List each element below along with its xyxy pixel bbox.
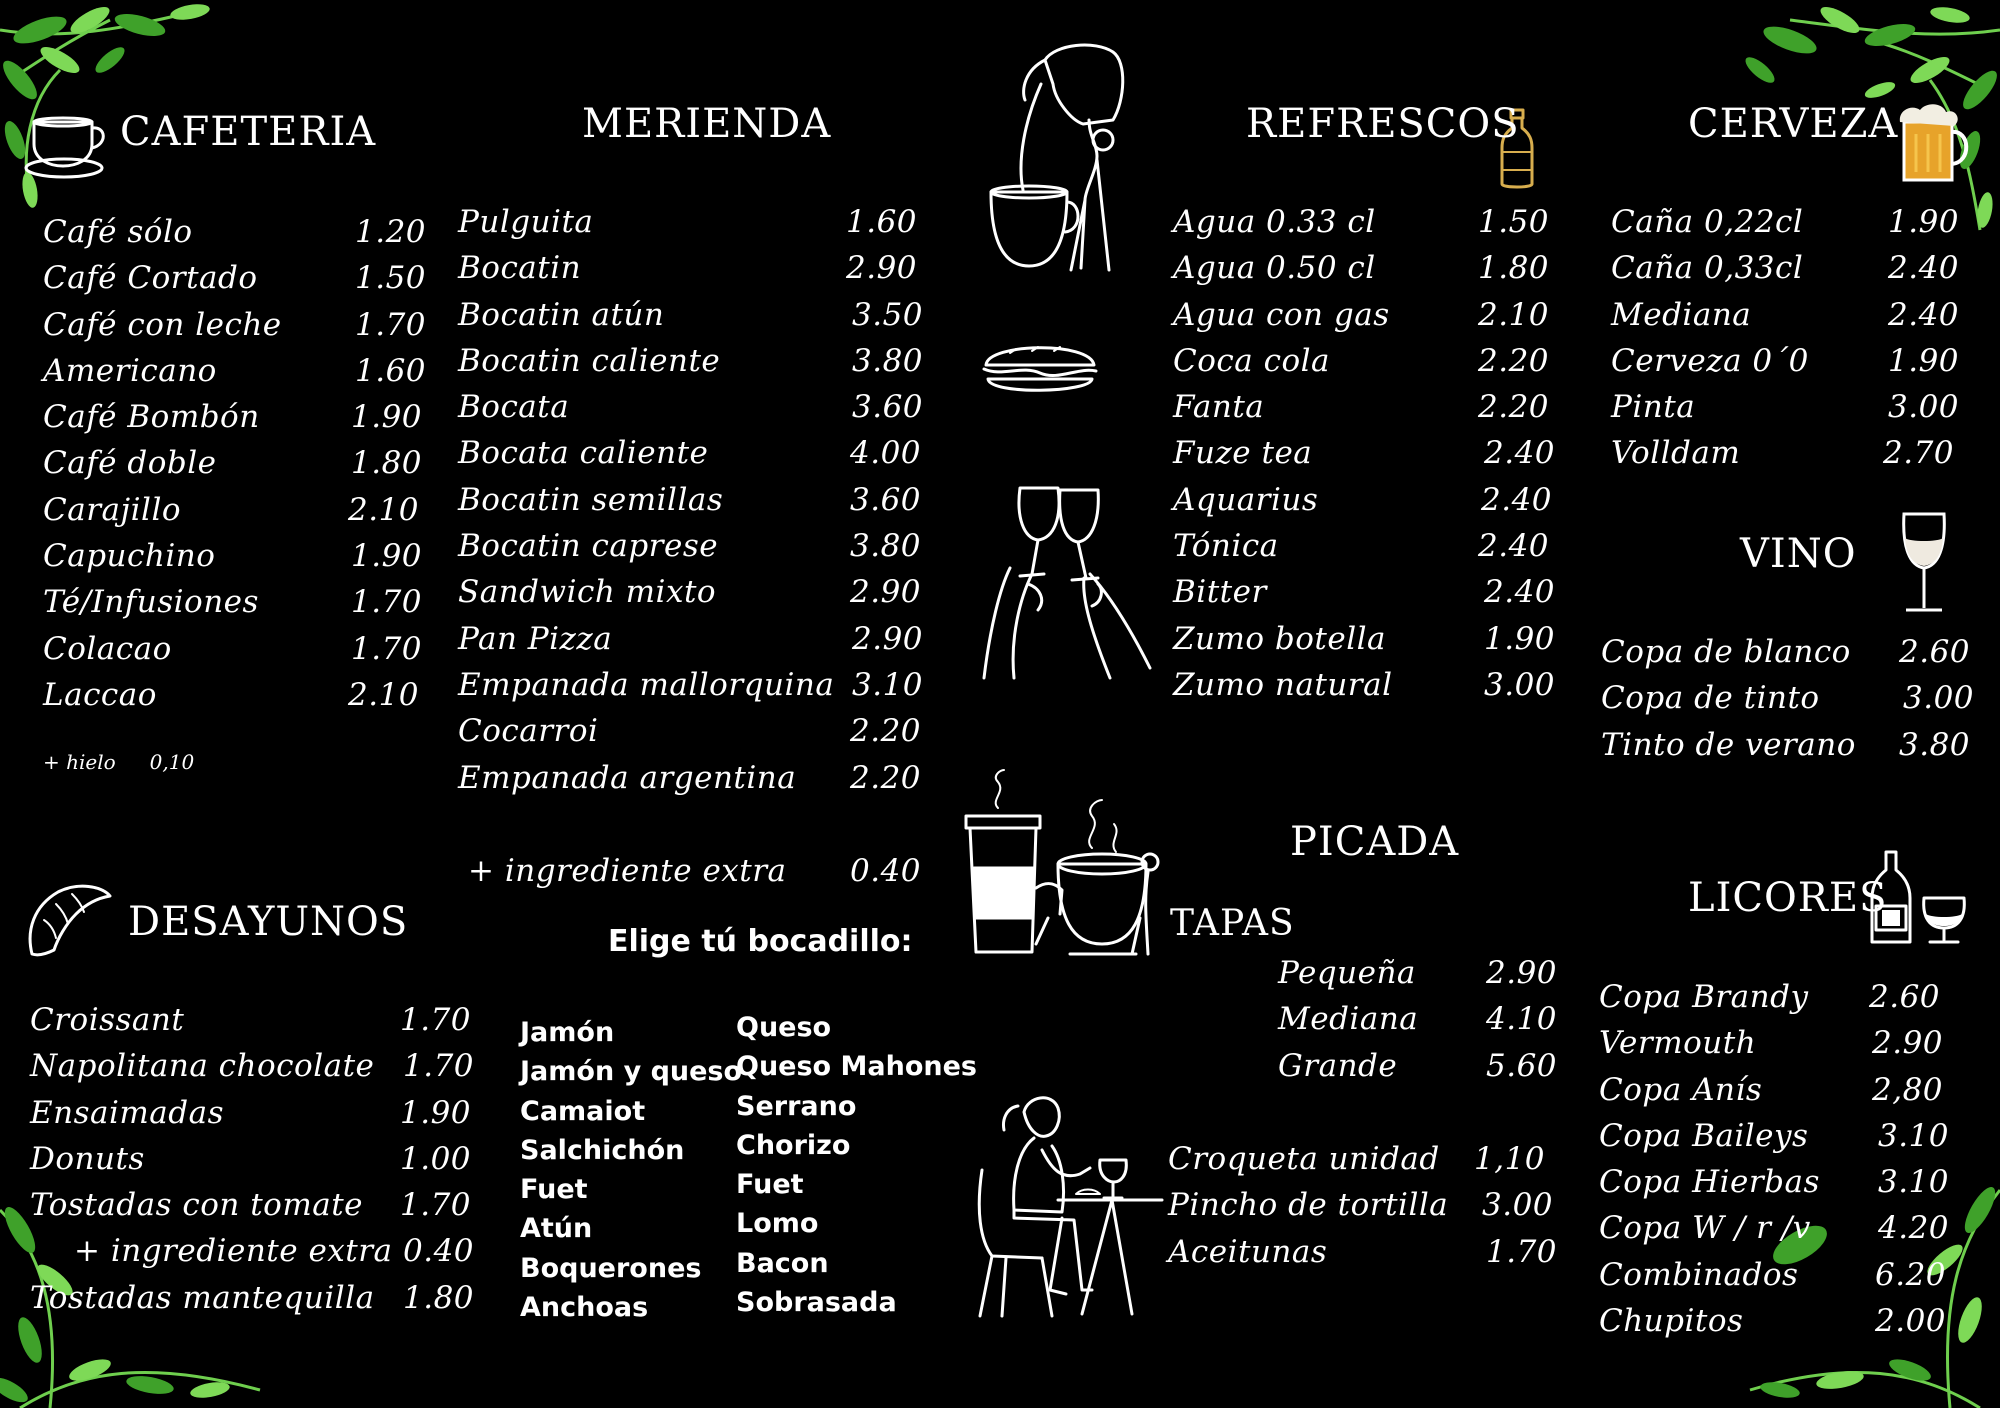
list-item: Bocatin caliente 3.80 [458, 342, 924, 379]
pouring-pitcher-icon [985, 40, 1160, 275]
sandwich-icon [982, 335, 1097, 400]
merienda-extra: + ingrediente extra 0.40 [468, 853, 922, 889]
list-item: Copa de tinto 3.00 [1601, 680, 1975, 717]
coffee-cup-icon [24, 110, 110, 180]
woman-dining-icon [962, 1090, 1162, 1320]
list-item: Camaiot [520, 1095, 646, 1127]
list-item: Copa Hierbas 3.10 [1599, 1164, 1950, 1201]
tapas-list [1278, 950, 1578, 1089]
list-item: Café doble 1.80 [43, 445, 423, 482]
list-item: Coca cola 2.20 [1173, 342, 1550, 379]
bottom-border [0, 1408, 2000, 1414]
list-item: Sobrasada [736, 1287, 897, 1319]
list-item: Carajillo 2.10 [43, 491, 420, 528]
list-item: Salchichón [520, 1134, 685, 1166]
desayunos-list [30, 997, 480, 1321]
list-item: Copa W / r /v 4.20 [1599, 1210, 1950, 1247]
list-item: Copa Baileys 3.10 [1599, 1117, 1950, 1154]
list-item: Pinta 3.00 [1611, 389, 1960, 426]
beer-mug-icon [1896, 100, 1976, 184]
list-item: Colacao 1.70 [43, 630, 423, 667]
bocadillo-col1 [520, 1013, 742, 1327]
list-item: Bitter 2.40 [1173, 574, 1556, 611]
wine-glass-icon [1898, 508, 1950, 616]
list-item: Fuet [520, 1174, 588, 1206]
list-item: Sandwich mixto 2.90 [458, 574, 922, 611]
licores-title: LICORES [1688, 875, 1888, 921]
list-item: Fuet [736, 1169, 804, 1201]
list-item: Queso [736, 1012, 832, 1043]
list-item: Croissant 1.70 [30, 1002, 472, 1038]
list-item: Fanta 2.20 [1173, 389, 1550, 426]
list-item: Vermouth 2.90 [1599, 1025, 1944, 1062]
list-item: Lomo [736, 1208, 819, 1240]
cafeteria-extra: + hielo 0,10 [43, 750, 195, 774]
cafeteria-title: CAFETERIA [120, 109, 377, 155]
list-item: Mediana 4.10 [1278, 1001, 1558, 1038]
list-item: Tinto de verano 3.80 [1601, 726, 1971, 763]
list-item: Donuts 1.00 [30, 1140, 472, 1177]
list-item: Combinados 6.20 [1599, 1256, 1947, 1293]
list-item: Tónica 2.40 [1173, 528, 1550, 565]
vino-list [1601, 629, 1991, 768]
list-item: Café sólo 1.20 [43, 214, 427, 250]
tapas-title: TAPAS [1170, 903, 1295, 944]
list-item: Grande 5.60 [1278, 1047, 1558, 1084]
list-item: Té/Infusiones 1.70 [43, 584, 423, 621]
list-item: Croqueta unidad 1,10 [1168, 1141, 1546, 1177]
list-item: Mediana 2.40 [1611, 296, 1960, 333]
list-item: Zumo natural 3.00 [1173, 666, 1556, 703]
list-item: Atún [520, 1213, 593, 1245]
list-item: Americano 1.60 [43, 352, 427, 389]
list-item: Pulguita 1.60 [458, 204, 918, 240]
list-item: Bocata caliente 4.00 [458, 435, 922, 472]
licores-list [1599, 974, 1979, 1344]
list-item: Zumo botella 1.90 [1173, 620, 1556, 657]
list-item: Capuchino 1.90 [43, 538, 423, 575]
list-item: Pequeña 2.90 [1278, 955, 1558, 991]
merienda-title: MERIENDA [582, 101, 832, 147]
picada-title: PICADA [1290, 819, 1460, 865]
list-item: Pan Pizza 2.90 [458, 620, 924, 657]
list-item: Café Cortado 1.50 [43, 260, 427, 297]
list-item: Café Bombón 1.90 [43, 399, 423, 436]
list-item: Copa Anís 2,80 [1599, 1071, 1944, 1108]
vino-title: VINO [1740, 531, 1857, 577]
bocadillo-col2 [736, 1008, 977, 1322]
list-item: Café con leche 1.70 [43, 306, 427, 343]
desayunos-title: DESAYUNOS [128, 899, 409, 945]
coffee-people-icon [962, 768, 1162, 958]
list-item: Ensaimadas 1.90 [30, 1094, 472, 1131]
list-item: + ingrediente extra 0.40 [74, 1233, 475, 1270]
list-item: Caña 0,33cl 2.40 [1611, 250, 1960, 287]
list-item: Volldam 2.70 [1611, 435, 1955, 472]
list-item: Agua con gas 2.10 [1173, 296, 1550, 333]
cafeteria-list [43, 209, 433, 718]
list-item: Bacon [736, 1247, 829, 1279]
list-item: Chupitos 2.00 [1599, 1303, 1947, 1340]
list-item: Tostadas con tomate 1.70 [30, 1187, 472, 1224]
list-item: Copa de blanco 2.60 [1601, 634, 1971, 670]
list-item: Bocata 3.60 [458, 389, 924, 426]
list-item: Jamón [520, 1017, 615, 1048]
list-item: Agua 0.33 cl 1.50 [1173, 204, 1550, 240]
list-item: Boquerones [520, 1252, 702, 1284]
merienda-list [458, 199, 928, 801]
list-item: Aceitunas 1.70 [1168, 1233, 1558, 1270]
list-item: Bocatin caprese 3.80 [458, 528, 922, 565]
list-item: Bocatin semillas 3.60 [458, 481, 922, 518]
list-item: Queso Mahones [736, 1051, 977, 1083]
list-item: Serrano [736, 1090, 857, 1122]
refrescos-title: REFRESCOS [1246, 101, 1520, 147]
list-item: Empanada argentina 2.20 [458, 759, 922, 796]
list-item: Aquarius 2.40 [1173, 481, 1553, 518]
list-item: Caña 0,22cl 1.90 [1611, 204, 1960, 240]
list-item: Cerveza 0´0 1.90 [1611, 342, 1960, 379]
list-item: Laccao 2.10 [43, 676, 420, 713]
cerveza-title: CERVEZA [1688, 101, 1899, 147]
toast-glasses-icon [980, 478, 1170, 688]
list-item: Jamón y queso [520, 1056, 743, 1088]
list-item: Napolitana chocolate 1.70 [30, 1048, 475, 1085]
list-item: Fuze tea 2.40 [1173, 435, 1556, 472]
list-item: Copa Brandy 2.60 [1599, 979, 1941, 1015]
list-item: Anchoas [520, 1292, 649, 1324]
list-item: Tostadas mantequilla 1.80 [30, 1279, 475, 1316]
list-item: Empanada mallorquina 3.10 [458, 666, 924, 703]
croissant-icon [24, 880, 114, 960]
refrescos-list [1173, 199, 1573, 708]
cerveza-list [1611, 199, 1981, 477]
picada-list [1168, 1136, 1588, 1275]
list-item: Pincho de tortilla 3.00 [1168, 1187, 1554, 1224]
list-item: Bocatin 2.90 [458, 250, 918, 287]
list-item: Agua 0.50 cl 1.80 [1173, 250, 1550, 287]
list-item: Cocarroi 2.20 [458, 713, 922, 750]
bocadillo-title: Elige tú bocadillo: [608, 924, 913, 959]
list-item: Bocatin atún 3.50 [458, 296, 924, 333]
list-item: Chorizo [736, 1129, 851, 1161]
